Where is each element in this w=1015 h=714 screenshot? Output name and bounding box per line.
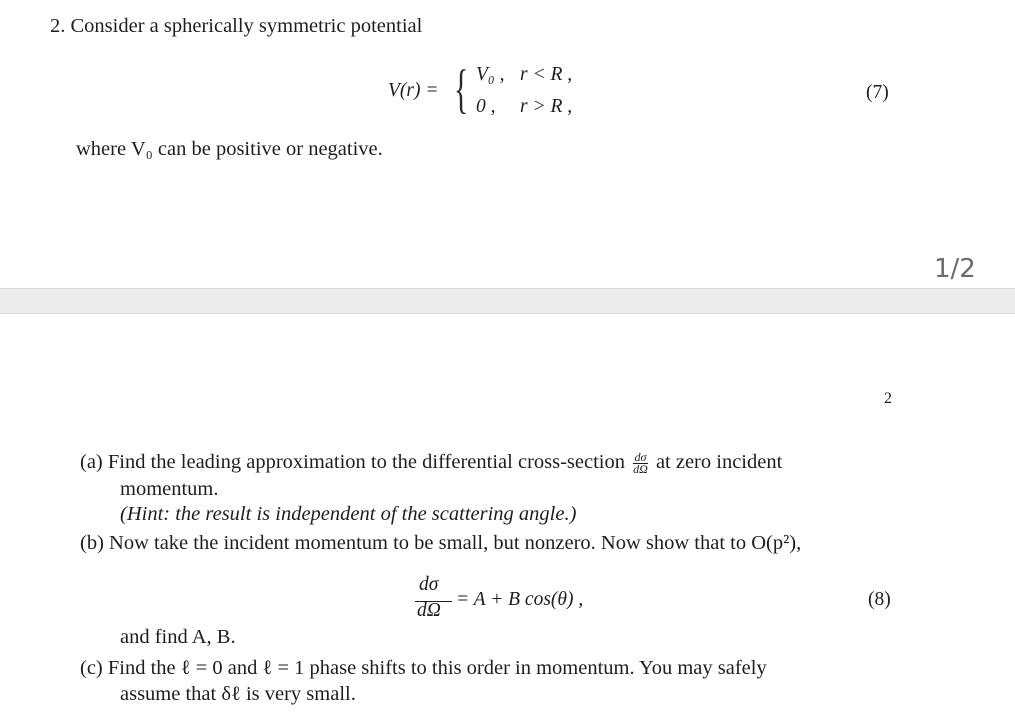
- where-statement: where V₀ can be positive or negative.: [76, 138, 383, 160]
- left-brace-icon: {: [454, 59, 469, 119]
- equation-8-numerator: dσ: [419, 574, 439, 595]
- problem-heading: 2. Consider a spherically symmetric potential: [50, 15, 423, 37]
- part-a-text-before: (a) Find the leading approximation to the differential cross-section: [80, 451, 625, 473]
- part-a-question-continued: momentum.: [120, 478, 219, 500]
- running-page-number: 2: [884, 390, 892, 407]
- equation-8-denominator: dΩ: [417, 600, 441, 621]
- part-c-question: (c) Find the ℓ = 0 and ℓ = 1 phase shifts to this order in momentum. You may safely: [80, 657, 767, 679]
- part-a-hint: (Hint: the result is independent of the scattering angle.): [120, 503, 577, 525]
- equation-8-rhs: = A + B cos(θ) ,: [456, 589, 584, 610]
- part-a-question: [80, 451, 782, 475]
- fraction-numerator: dσ: [634, 449, 647, 464]
- equation-7-lhs: V(r) =: [388, 80, 439, 101]
- part-c-question-continued: assume that δℓ is very small.: [120, 683, 356, 705]
- and-find-statement: and find A, B.: [120, 626, 236, 648]
- equation-7-case2-expression: 0 ,: [476, 96, 496, 117]
- part-a-text-after: at zero incident: [655, 451, 783, 473]
- equation-7-case1-condition: r < R ,: [520, 64, 573, 85]
- equation-8-number: (8): [868, 589, 891, 610]
- equation-7-case1-expression: V₀ ,: [476, 64, 505, 85]
- equation-7-number: (7): [866, 82, 889, 103]
- page-separator: [0, 288, 1015, 314]
- fraction-denominator: dΩ: [633, 461, 648, 476]
- part-b-question: (b) Now take the incident momentum to be small, but nonzero. Now show that to O(p²),: [80, 532, 802, 554]
- equation-7-case2-condition: r > R ,: [520, 96, 573, 117]
- page-indicator: 1/2: [934, 254, 976, 284]
- cross-section-fraction: [633, 449, 648, 476]
